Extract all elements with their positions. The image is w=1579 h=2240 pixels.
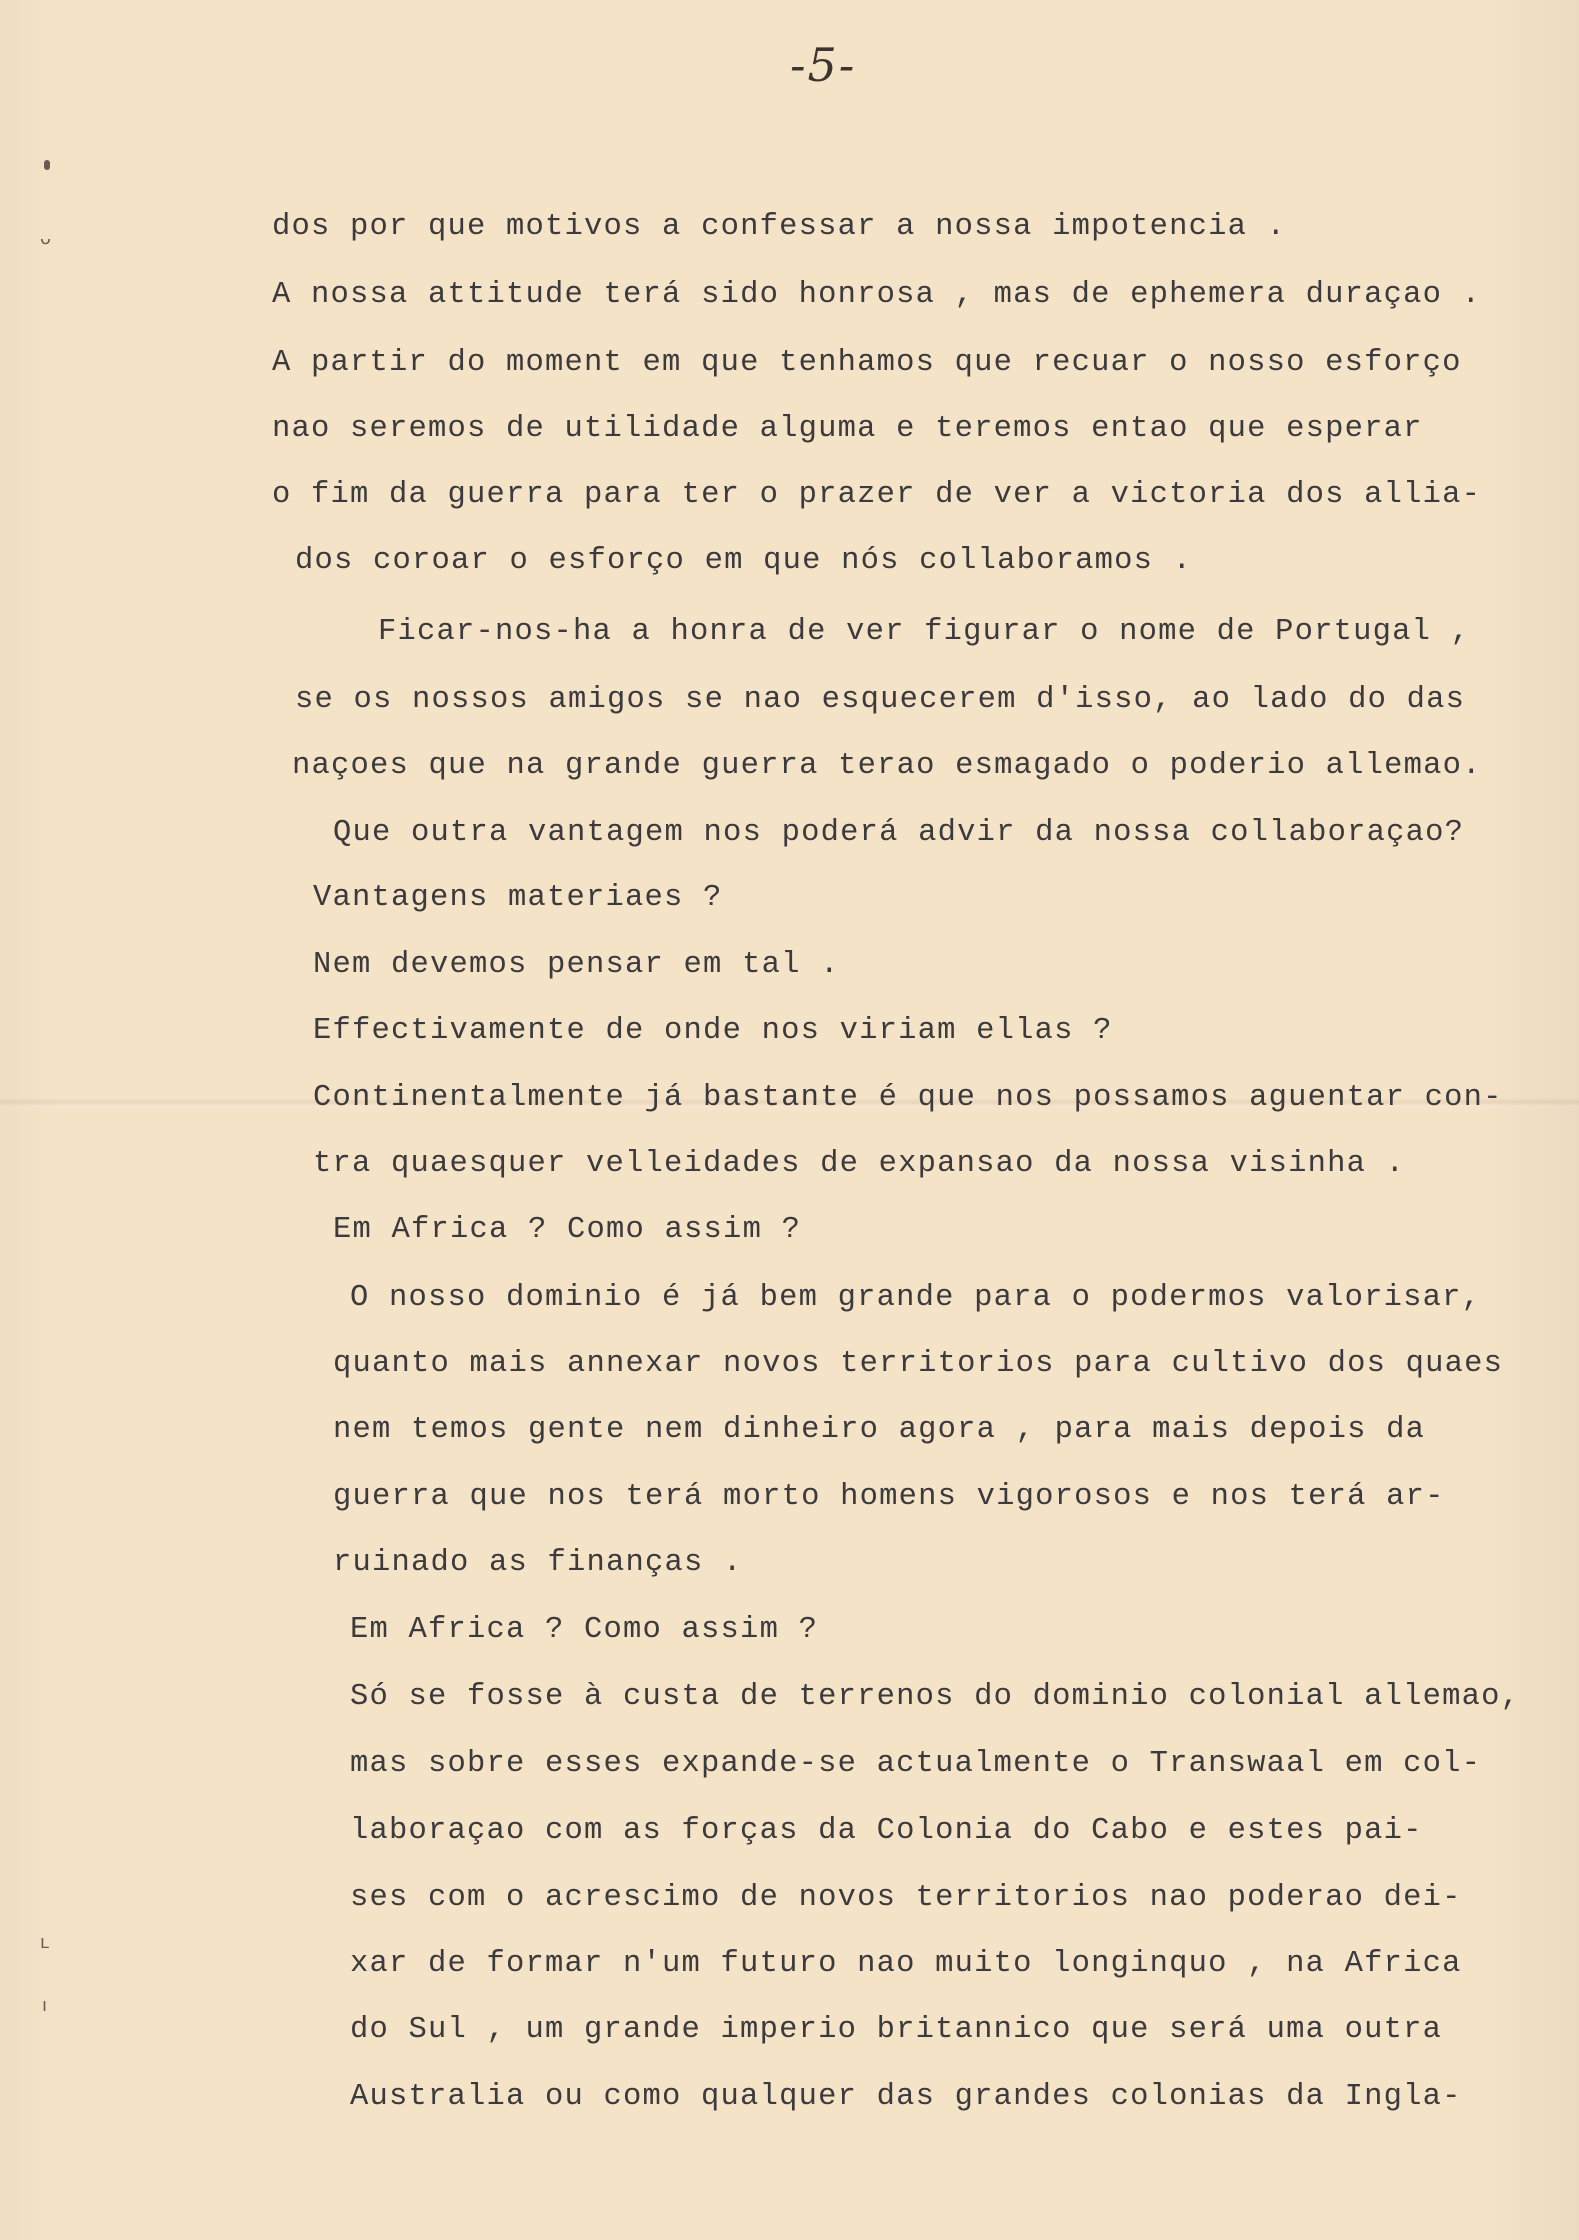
margin-mark: ᴗ <box>40 228 52 249</box>
text-line: Ficar-nos-ha a honra de ver figurar o nome de Portugal , <box>378 615 1471 649</box>
text-line: Effectivamente de onde nos viriam ellas ? <box>313 1014 1113 1048</box>
text-line: dos por que motivos a confessar a nossa impotencia . <box>272 210 1287 244</box>
text-line: Só se fosse à custa de terrenos do dominio colonial allemao, <box>350 1680 1521 1714</box>
text-line: O nosso dominio é já bem grande para o podermos valorisar, <box>350 1281 1482 1315</box>
text-line: naçoes que na grande guerra terao esmagado o poderio allemao. <box>292 749 1482 783</box>
text-line: Em Africa ? Como assim ? <box>333 1213 802 1247</box>
text-line: guerra que nos terá morto homens vigorosos e nos terá ar- <box>333 1480 1445 1514</box>
text-line: Continentalmente já bastante é que nos possamos aguentar con- <box>313 1081 1503 1115</box>
text-line: mas sobre esses expande-se actualmente o Transwaal em col- <box>350 1747 1482 1781</box>
text-line: ses com o acrescimo de novos territorios nao poderao dei- <box>350 1881 1462 1915</box>
text-line: ruinado as finanças . <box>333 1546 743 1580</box>
text-line: dos coroar o esforço em que nós collaboramos . <box>295 544 1193 578</box>
text-line: Nem devemos pensar em tal . <box>313 948 840 982</box>
text-line: Que outra vantagem nos poderá advir da nossa collaboraçao? <box>333 816 1465 850</box>
text-line: se os nossos amigos se nao esquecerem d'isso, ao lado do das <box>295 683 1466 717</box>
page-number: -5- <box>790 38 857 92</box>
text-line: tra quaesquer velleidades de expansao da nossa visinha . <box>313 1147 1406 1181</box>
punch-hole-mark <box>44 160 50 170</box>
text-line: Em Africa ? Como assim ? <box>350 1613 819 1647</box>
text-line: A nossa attitude terá sido honrosa , mas de ephemera duraçao . <box>272 278 1482 312</box>
text-line: laboraçao com as forças da Colonia do Cabo e estes pai- <box>350 1814 1423 1848</box>
text-line: quanto mais annexar novos territorios para cultivo dos quaes <box>333 1347 1504 1381</box>
text-line: do Sul , um grande imperio britannico que será uma outra <box>350 2013 1443 2047</box>
text-line: Australia ou como qualquer das grandes colonias da Ingla- <box>350 2080 1462 2114</box>
margin-mark: ı <box>42 1995 48 2016</box>
text-line: nao seremos de utilidade alguma e teremos entao que esperar <box>272 412 1423 446</box>
text-line: xar de formar n'um futuro nao muito longinquo , na Africa <box>350 1947 1462 1981</box>
text-line: o fim da guerra para ter o prazer de ver a victoria dos allia- <box>272 478 1482 512</box>
text-line: nem temos gente nem dinheiro agora , para mais depois da <box>333 1413 1426 1447</box>
margin-mark: ʟ <box>40 1932 50 1953</box>
text-line: Vantagens materiaes ? <box>313 881 723 915</box>
text-line: A partir do moment em que tenhamos que recuar o nosso esforço <box>272 346 1462 380</box>
